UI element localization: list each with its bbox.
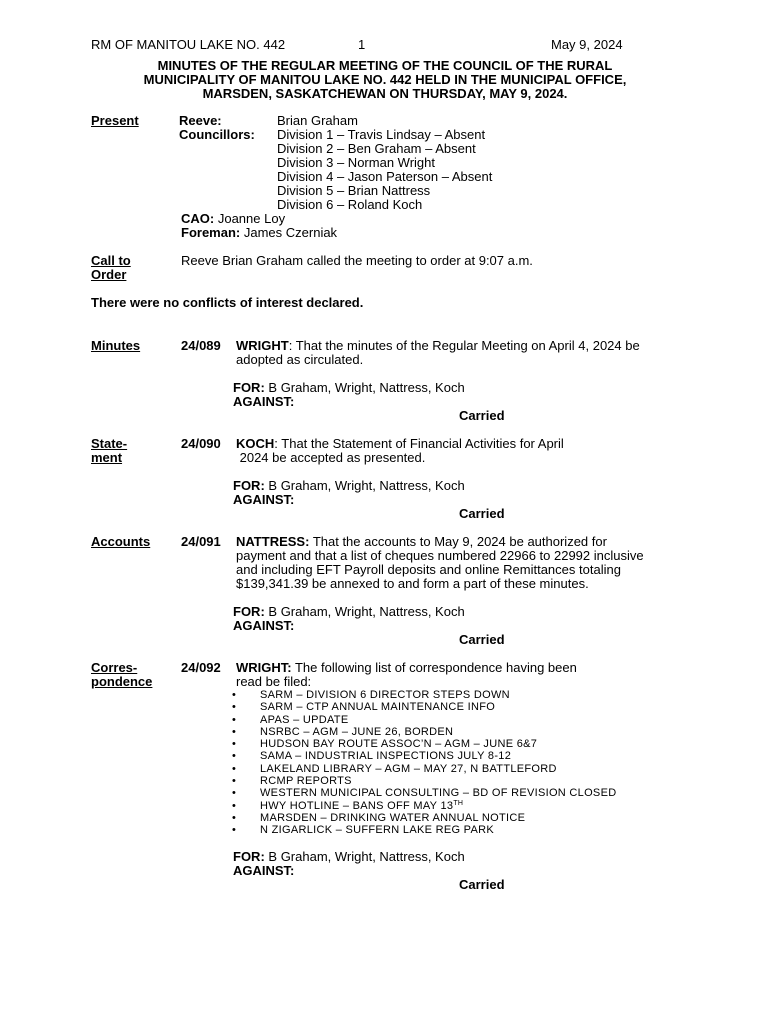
correspondence-list: [232, 689, 616, 837]
header-org: RM OF MANITOU LAKE NO. 442: [91, 37, 286, 52]
correspondence-label-2: pondence: [91, 674, 153, 689]
for-names: B Graham, Wright, Nattress, Koch: [268, 849, 465, 864]
list-item: • N ZIGARLICK – SUFFERN LAKE REG PARK: [232, 824, 616, 836]
councillor-division-5: Division 5 – Brian Nattress: [277, 183, 431, 198]
list-item: • SAMA – INDUSTRIAL INSPECTIONS JULY 8-12: [232, 750, 616, 762]
motion-text-line: $139,341.39 be annexed to and form a part of these minutes.: [236, 576, 589, 591]
motion-text-line: read be filed:: [236, 674, 312, 689]
for-label: FOR:: [233, 380, 265, 395]
foreman-label: Foreman:: [181, 225, 241, 240]
motion-mover: WRIGHT: [236, 338, 289, 353]
present-label: Present: [91, 113, 139, 128]
statement-label-1: State-: [91, 436, 128, 451]
for-names: B Graham, Wright, Nattress, Koch: [268, 380, 465, 395]
page-number: 1: [358, 37, 366, 52]
motion-text-line: adopted as circulated.: [236, 352, 364, 367]
councillor-division-4: Division 4 – Jason Paterson – Absent: [277, 169, 493, 184]
for-label: FOR:: [233, 849, 265, 864]
motion-mover: NATTRESS:: [236, 534, 310, 549]
cao-line: [181, 212, 285, 226]
motion-text: : That the minutes of the Regular Meeting on April 4, 2024 be: [288, 338, 640, 353]
list-item: • NSRBC – AGM – JUNE 26, BORDEN: [232, 726, 616, 738]
motion-result: Carried: [459, 506, 505, 521]
motion-result: Carried: [459, 408, 505, 423]
list-item: • RCMP REPORTS: [232, 775, 616, 787]
list-item: • SARM – CTP ANNUAL MAINTENANCE INFO: [232, 701, 616, 713]
conflicts-statement: There were no conflicts of interest declared.: [91, 295, 364, 310]
motion-text-line: [236, 661, 577, 675]
motion-text-line: 2024 be accepted as presented.: [236, 450, 426, 465]
motion-mover: WRIGHT:: [236, 660, 292, 675]
motion-number: 24/089: [181, 338, 221, 353]
vote-for-line: [233, 605, 465, 619]
call-to-order-label-1: Call to: [91, 253, 131, 268]
motion-result: Carried: [459, 877, 505, 892]
document-title-line-3: MARSDEN, SASKATCHEWAN ON THURSDAY, MAY 9, 2024.: [202, 86, 568, 101]
call-to-order-label-2: Order: [91, 267, 127, 282]
motion-result: Carried: [459, 632, 505, 647]
cao-label: CAO:: [181, 211, 215, 226]
councillors-label: Councillors:: [179, 127, 255, 142]
motion-text: : That the Statement of Financial Activities for April: [274, 436, 564, 451]
for-label: FOR:: [233, 604, 265, 619]
list-item: [232, 800, 616, 812]
foreman-line: [181, 226, 337, 240]
vote-for-line: [233, 479, 465, 493]
motion-number: 24/091: [181, 534, 221, 549]
motion-text-line: [236, 339, 640, 353]
list-item: • LAKELAND LIBRARY – AGM – MAY 27, N BATTLEFORD: [232, 763, 616, 775]
vote-for-line: [233, 850, 465, 864]
motion-number: 24/092: [181, 660, 221, 675]
councillor-division-1: Division 1 – Travis Lindsay – Absent: [277, 127, 486, 142]
list-item: • APAS – UPDATE: [232, 714, 616, 726]
list-item: • WESTERN MUNICIPAL CONSULTING – BD OF REVISION CLOSED: [232, 787, 616, 799]
councillor-division-6: Division 6 – Roland Koch: [277, 197, 423, 212]
councillor-division-2: Division 2 – Ben Graham – Absent: [277, 141, 476, 156]
reeve-label: Reeve:: [179, 113, 222, 128]
accounts-label: Accounts: [91, 534, 151, 549]
councillor-division-3: Division 3 – Norman Wright: [277, 155, 435, 170]
list-item-text: HWY HOTLINE – BANS OFF MAY 13: [260, 799, 454, 812]
motion-number: 24/090: [181, 436, 221, 451]
foreman-name: James Czerniak: [243, 225, 338, 240]
minutes-label: Minutes: [91, 338, 141, 353]
motion-text-line: [236, 535, 607, 549]
header-date: May 9, 2024: [551, 37, 623, 52]
for-label: FOR:: [233, 478, 265, 493]
motion-text: That the accounts to May 9, 2024 be authorized for: [309, 534, 607, 549]
list-item: • MARSDEN – DRINKING WATER ANNUAL NOTICE: [232, 812, 616, 824]
list-item: • HUDSON BAY ROUTE ASSOC’N – AGM – JUNE 6&7: [232, 738, 616, 750]
against-label: AGAINST:: [233, 618, 295, 633]
against-label: AGAINST:: [233, 492, 295, 507]
for-names: B Graham, Wright, Nattress, Koch: [268, 478, 465, 493]
against-label: AGAINST:: [233, 863, 295, 878]
motion-text-line: payment and that a list of cheques numbered 22966 to 22992 inclusive: [236, 548, 644, 563]
motion-text: The following list of correspondence having been: [291, 660, 577, 675]
motion-text-line: [236, 437, 564, 451]
superscript: TH: [453, 799, 464, 807]
motion-text-line: and including EFT Payroll deposits and online Remittances totaling: [236, 562, 621, 577]
call-to-order-text: Reeve Brian Graham called the meeting to order at 9:07 a.m.: [181, 253, 533, 268]
reeve-name: Brian Graham: [277, 113, 358, 128]
document-title-line-1: MINUTES OF THE REGULAR MEETING OF THE COUNCIL OF THE RURAL: [157, 58, 613, 73]
against-label: AGAINST:: [233, 394, 295, 409]
motion-mover: KOCH: [236, 436, 275, 451]
vote-for-line: [233, 381, 465, 395]
statement-label-2: ment: [91, 450, 123, 465]
correspondence-label-1: Corres-: [91, 660, 138, 675]
list-item: • SARM – DIVISION 6 DIRECTOR STEPS DOWN: [232, 689, 616, 701]
for-names: B Graham, Wright, Nattress, Koch: [268, 604, 465, 619]
document-title-line-2: MUNICIPALITY OF MANITOU LAKE NO. 442 HELD IN THE MUNICIPAL OFFICE,: [143, 72, 627, 87]
cao-name: Joanne Loy: [217, 211, 286, 226]
